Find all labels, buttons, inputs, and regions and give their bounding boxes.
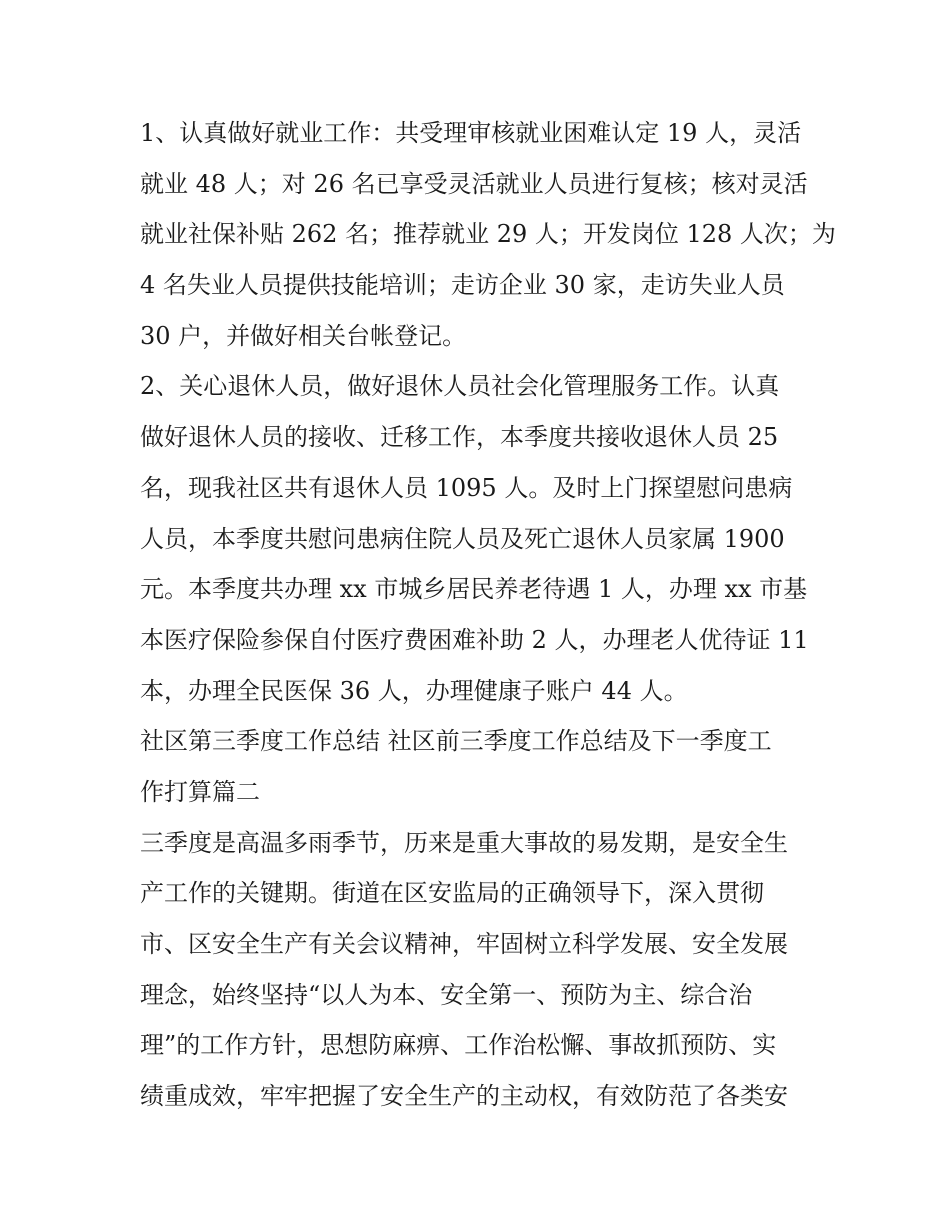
- text-line: 1、认真做好就业工作：共受理审核就业困难认定 19 人，灵活: [140, 119, 802, 147]
- text-line: 就业 48 人；对 26 名已享受灵活就业人员进行复核；核对灵活: [140, 169, 808, 198]
- text-line: 三季度是高温多雨季节，历来是重大事故的易发期，是安全生: [140, 828, 788, 857]
- text-line: 理”的工作方针，思想防麻痹、工作治松懈、事故抓预防、实: [140, 1031, 777, 1060]
- text-line: 人员，本季度共慰问患病住院人员及死亡退休人员家属 1900: [140, 524, 785, 553]
- document-body: [140, 108, 836, 1122]
- text-line: 理念，始终坚持“以人为本、安全第一、预防为主、综合治: [140, 980, 753, 1009]
- text-line: 做好退休人员的接收、迁移工作，本季度共接收退休人员 25: [140, 423, 779, 452]
- text-line: 本，办理全民医保 36 人，办理健康子账户 44 人。: [140, 676, 688, 705]
- text-line: 就业社保补贴 262 名；推荐就业 29 人；开发岗位 128 人次；为: [140, 220, 836, 249]
- text-line: 市、区安全生产有关会议精神，牢固树立科学发展、安全发展: [140, 930, 788, 958]
- text-line: 元。本季度共办理 xx 市城乡居民养老待遇 1 人，办理 xx 市基: [140, 575, 808, 604]
- text-line: 30 户，并做好相关台帐登记。: [140, 321, 467, 350]
- section-heading-line: 作打算篇二: [140, 777, 260, 806]
- text-line: 名，现我社区共有退休人员 1095 人。及时上门探望慰问患病: [140, 473, 793, 502]
- text-line: 产工作的关键期。街道在区安监局的正确领导下，深入贯彻: [140, 879, 764, 908]
- text-line: 2、关心退休人员，做好退休人员社会化管理服务工作。认真: [140, 372, 780, 401]
- section-heading-line: 社区第三季度工作总结 社区前三季度工作总结及下一季度工: [140, 727, 772, 756]
- text-line: 本医疗保险参保自付医疗费困难补助 2 人，办理老人优待证 11: [140, 625, 809, 654]
- text-line: 绩重成效，牢牢把握了安全生产的主动权，有效防范了各类安: [140, 1082, 788, 1111]
- text-line: 4 名失业人员提供技能培训；走访企业 30 家，走访失业人员: [140, 271, 785, 300]
